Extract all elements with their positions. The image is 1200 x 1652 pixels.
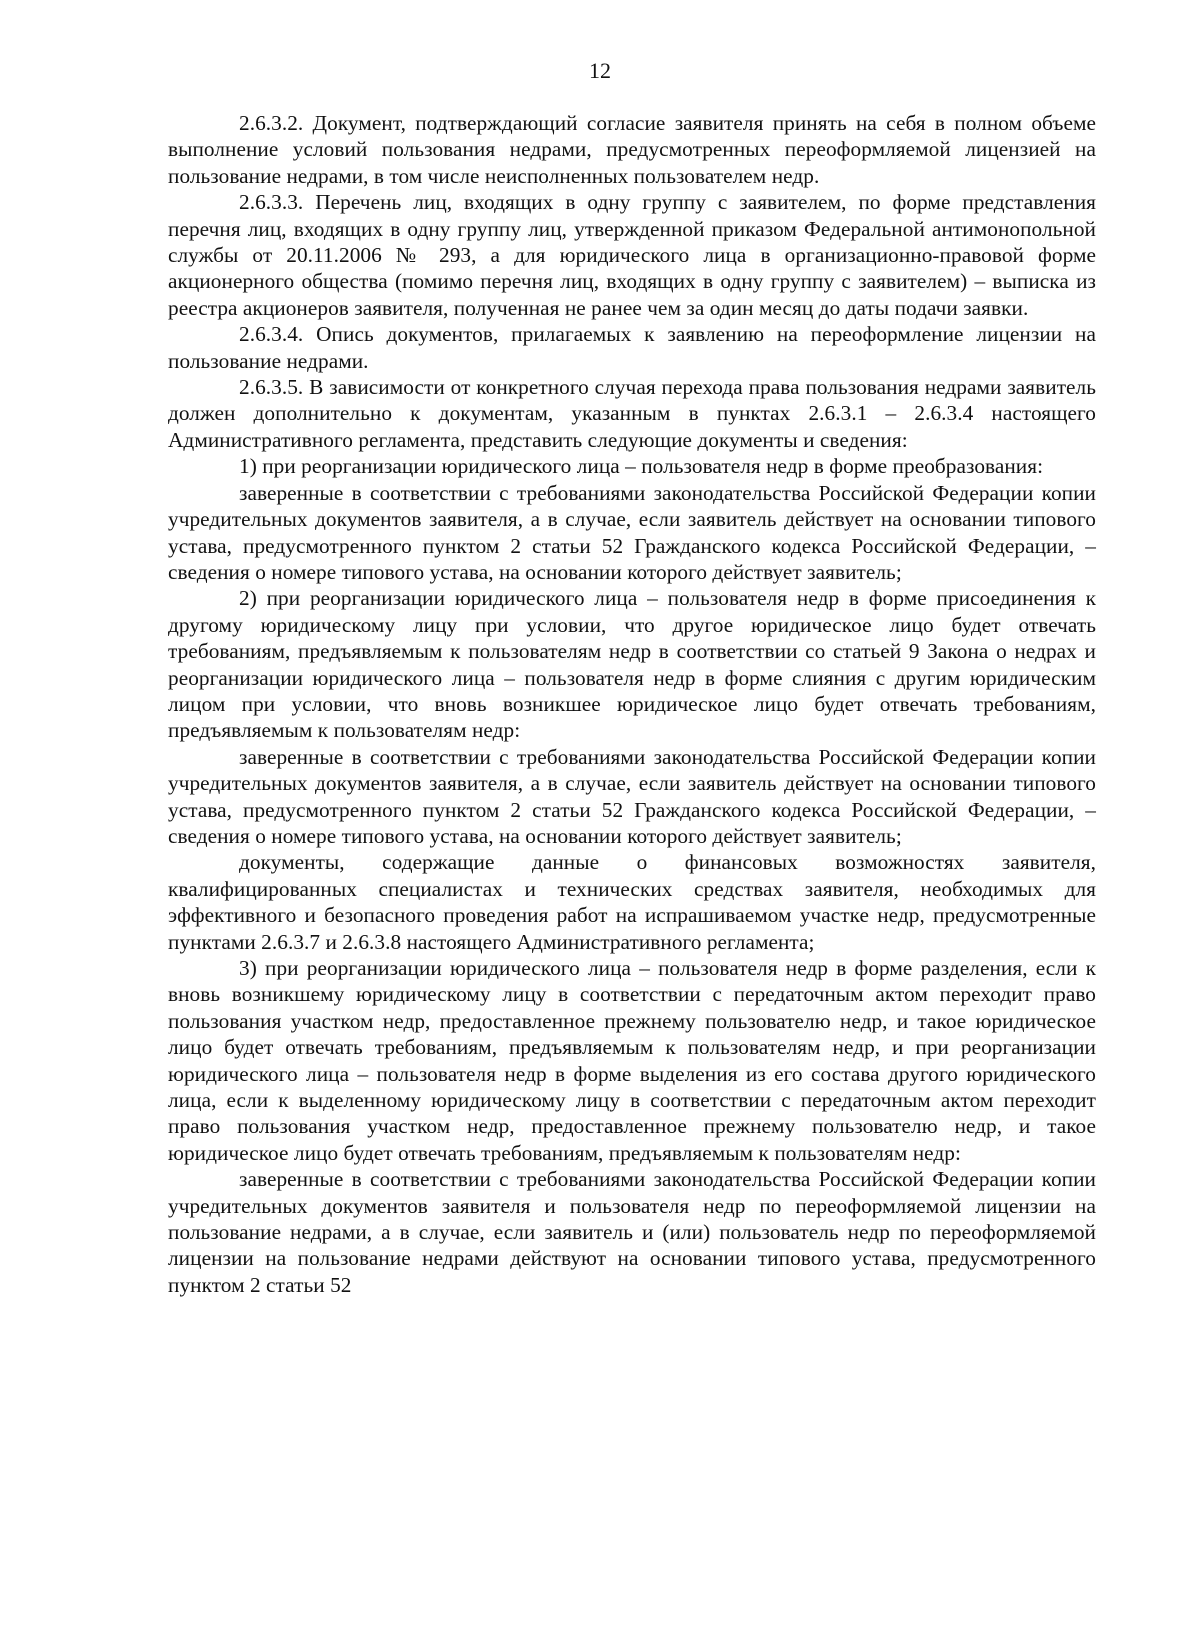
paragraph-2-6-3-2: 2.6.3.2. Документ, подтверждающий согласие заявителя принять на себя в полном объеме выполнение условий пользования недрами, предусмотренных переоформляемой лицензией на пользование недрами, в том числе неисполненных пользователем недр. <box>168 111 1096 188</box>
list-item-1: 1) при реорганизации юридического лица – пользователя недр в форме преобразования: <box>239 454 1044 479</box>
list-item-2-financial-documents: документы, содержащие данные о финансовых возможностях заявителя, квалифицированных специалистах и технических средствах заявителя, необходимых для эффективного и безопасного проведения работ на испрашиваемом участке недр, предусмотренные пунктами 2.6.3.7 и 2.6.3.8 настоящего Административного регламента; <box>168 850 1096 954</box>
paragraph-2-6-3-5: 2.6.3.5. В зависимости от конкретного случая перехода права пользования недрами заявитель должен дополнительно к документам, указанным в пунктах 2.6.3.1 – 2.6.3.4 настоящего Административного регламента, представить следующие документы и сведения: <box>168 375 1096 452</box>
list-item-3-documents: заверенные в соответствии с требованиями законодательства Российской Федерации копии учредительных документов заявителя и пользователя недр по переоформляемой лицензии на пользование недрами, а в случае, если заявитель и (или) пользователь недр по переоформляемой лицензии на пользование недрами действуют на основании типового устава, предусмотренного пунктом 2 статьи 52 <box>168 1167 1096 1297</box>
document-body <box>168 110 1096 1298</box>
paragraph-2-6-3-4: 2.6.3.4. Опись документов, прилагаемых к заявлению на переоформление лицензии на пользование недрами. <box>168 322 1096 373</box>
list-item-3: 3) при реорганизации юридического лица – пользователя недр в форме разделения, если к вновь возникшему юридическому лицу в соответствии с передаточным актом переходит право пользования участком недр, предоставленное прежнему пользователю недр, и такое юридическое лицо будет отвечать требованиям, предъявляемым к пользователям недр, и при реорганизации юридического лица – пользователя недр в форме выделения из его состава другого юридического лица, если к выделенному юридическому лицу в соответствии с передаточным актом переходит право пользования участком недр, предоставленное прежнему пользователю недр, и такое юридическое лицо будет отвечать требованиям, предъявляемым к пользователям недр: <box>168 956 1096 1165</box>
list-item-2-documents: заверенные в соответствии с требованиями законодательства Российской Федерации копии учредительных документов заявителя, а в случае, если заявитель действует на основании типового устава, предусмотренного пунктом 2 статьи 52 Гражданского кодекса Российской Федерации, – сведения о номере типового устава, на основании которого действует заявитель; <box>168 744 1096 848</box>
paragraph-2-6-3-3: 2.6.3.3. Перечень лиц, входящих в одну группу с заявителем, по форме представления перечня лиц, входящих в одну группу лиц, утвержденной приказом Федеральной антимонопольной службы от 20.11.2006 № 293, а для юридического лица в организационно-правовой форме акционерного общества (помимо перечня лиц, входящих в одну группу с заявителем) – выписка из реестра акционеров заявителя, полученная не ранее чем за один месяц до даты подачи заявки. <box>168 190 1096 320</box>
list-item-1-documents: заверенные в соответствии с требованиями законодательства Российской Федерации копии учредительных документов заявителя, а в случае, если заявитель действует на основании типового устава, предусмотренного пунктом 2 статьи 52 Гражданского кодекса Российской Федерации, – сведения о номере типового устава, на основании которого действует заявитель; <box>168 480 1096 584</box>
page-number: 12 <box>589 58 611 83</box>
list-item-2: 2) при реорганизации юридического лица – пользователя недр в форме присоединения к другому юридическому лицу при условии, что другое юридическое лицо будет отвечать требованиям, предъявляемым к пользователям недр в соответствии со статьей 9 Закона о недрах и реорганизации юридического лица – пользователя недр в форме слияния с другим юридическим лицом при условии, что вновь возникшее юридическое лицо будет отвечать требованиям, предъявляемым к пользователям недр: <box>168 586 1096 743</box>
